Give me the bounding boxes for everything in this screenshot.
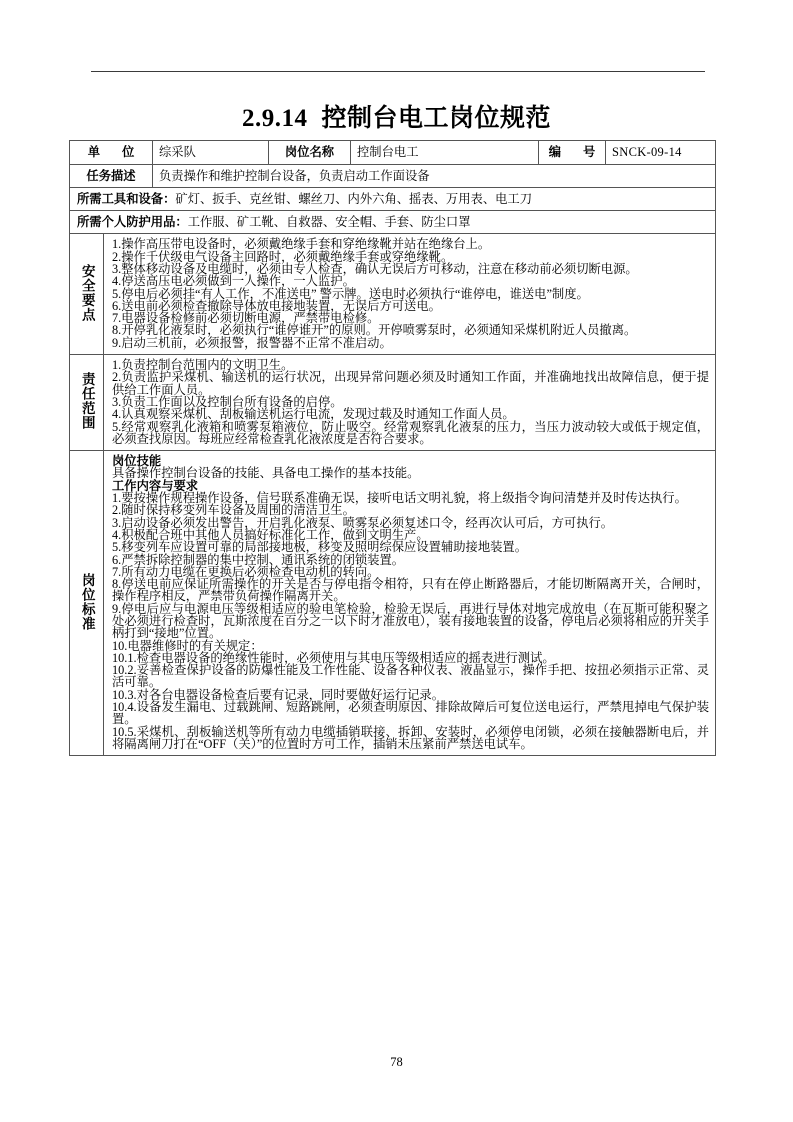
safety-item: 3.整体移动设备及电缆时，必须由专人检查，确认无误后方可移动，注意在移动前必须切断电源。 — [112, 261, 638, 276]
table-row-ppe — [70, 211, 716, 234]
safety-item: 9.启动三机前，必须报警，报警器不正常不准启动。 — [112, 335, 392, 350]
standard-item: 10.电器维修时的有关规定： — [112, 638, 263, 653]
standard-content — [104, 451, 716, 756]
task-label: 任务描述 — [70, 164, 153, 187]
standard-item: 10.3.对各台电器设备检查后要有记录，同时要做好运行记录。 — [112, 687, 445, 702]
safety-item: 5.停电后必须挂“有人工作，不准送电” 警示牌。送电时必须执行“谁停电，谁送电”制度。 — [112, 286, 589, 301]
table-row-duty — [70, 355, 716, 451]
standard-item: 5.移变列车应设置可靠的局部接地极，移变及照明综保应设置辅助接地装置。 — [112, 540, 528, 555]
safety-content — [104, 234, 716, 355]
code-value: SNCK-09-14 — [606, 141, 716, 165]
work-heading: 工作内容与要求 — [112, 478, 199, 493]
table-row-task — [70, 164, 716, 187]
standard-item: 10.5.采煤机、刮板输送机等所有动力电缆插销联接、拆卸、安装时，必须停电闭锁，必须在接触器断电后，并将隔离闸刀打在“OFF（关）”的位置时方可工作，插销未压紧前严禁送电试车。 — [112, 724, 709, 751]
unit-value: 综采队 — [153, 141, 269, 165]
standard-item: 2.随时保持移变列车设备及周围的清洁卫生。 — [112, 503, 355, 518]
safety-item: 7.电器设备检修前必须切断电源，严禁带电检修。 — [112, 311, 380, 326]
header-rule — [91, 71, 705, 72]
unit-label: 单 位 — [70, 141, 153, 165]
table-row-safety — [70, 234, 716, 355]
duty-item: 1.负责控制台范围内的文明卫生。 — [112, 358, 294, 373]
skill-heading: 岗位技能 — [112, 454, 162, 469]
safety-item: 8.开停乳化液泵时，必须执行“谁停谁开”的原则。开停喷雾泵时，必须通知采煤机附近人员撤离。 — [112, 323, 637, 338]
duty-item: 3.负责工作面以及控制台所有设备的启停。 — [112, 394, 343, 409]
duty-label: 责任范围 — [79, 372, 95, 431]
table-row-basic-info — [70, 141, 716, 165]
standard-item: 6.严禁拆除控制器的集中控制、通讯系统的闭锁装置。 — [112, 552, 405, 567]
duty-item: 5.经常观察乳化液箱和喷雾泵箱液位，防止吸空。经常观察乳化液泵的压力，当压力波动较大或低于规定值，必须查找原因。每班应经常检查乳化液浓度是否符合要求。 — [112, 419, 709, 446]
ppe-cell — [70, 211, 716, 234]
standard-item: 4.积极配合班中其他人员搞好标准化工作，做到文明生产。 — [112, 527, 429, 542]
code-label: 编 号 — [539, 141, 606, 165]
standard-item: 10.4.设备发生漏电、过载跳闸、短路跳闸，必须查明原因、排除故障后可复位送电运行，严禁甩掉电气保护装置。 — [112, 700, 709, 727]
safety-item: 1.操作高压带电设备时，必须戴绝缘手套和穿绝缘靴并站在绝缘台上。 — [112, 237, 491, 252]
standard-label: 岗位标准 — [79, 573, 95, 632]
safety-item: 2.操作千伏级电气设备主回路时，必须戴绝缘手套或穿绝缘靴。 — [112, 249, 454, 264]
table-row-tools — [70, 187, 716, 210]
safety-item: 6.送电前必须检查撤除导体放电接地装置，无误后方可送电。 — [112, 298, 441, 313]
standard-item: 10.2.妥善检查保护设备的防爆性能及工作性能、设备各种仪表、液晶显示，操作手把、按扭必须指示正常、灵活可靠。 — [112, 663, 709, 690]
standard-label-cell — [70, 451, 104, 756]
standard-item: 8.停送电前应保证所需操作的开关是否与停电指令相符，只有在停止断路器后，才能切断隔离开关，合闸时，操作程序相反，严禁带负荷操作隔离开关。 — [112, 577, 709, 604]
standard-item: 9.停电后应与电源电压等级相适应的验电笔检验，检验无误后，再进行导体对地完成放电（在瓦斯可能积聚之处必须进行检查时，瓦斯浓度在百分之一以下时才准放电），装有接地装置的设备，停电后必须将相应的开关手柄打到“接地”位置。 — [112, 601, 709, 641]
duty-item: 4.认真观察采煤机、刮板输送机运行电流，发现过载及时通知工作面人员。 — [112, 407, 515, 422]
page-number: 78 — [390, 1055, 403, 1069]
ppe-label: 所需个人防护用品： — [77, 215, 188, 230]
safety-label: 安全要点 — [79, 264, 95, 323]
tools-label: 所需工具和设备： — [77, 191, 176, 206]
job-specification-table — [69, 140, 716, 756]
standard-item: 10.1.检查电器设备的绝缘性能时，必须使用与其电压等级相适应的摇表进行测试。 — [112, 650, 555, 665]
title-text: 控制台电工岗位规范 — [321, 105, 551, 132]
table-row-standard — [70, 451, 716, 756]
safety-item: 4.停送高压电必须做到一人操作，一人监护。 — [112, 274, 355, 289]
title-number: 2.9.14 — [241, 105, 308, 132]
tools-value: 矿灯、扳手、克丝钳、螺丝刀、内外六角、摇表、万用表、电工刀 — [175, 191, 533, 206]
task-value: 负责操作和维护控制台设备，负责启动工作面设备 — [153, 164, 716, 187]
tools-cell — [70, 187, 716, 210]
post-name-value: 控制台电工 — [351, 141, 539, 165]
safety-label-cell — [70, 234, 104, 355]
standard-item: 1.要按操作规程操作设备，信号联系准确无误，接听电话文明礼貌，将上级指令询问清楚并及时传达执行。 — [112, 491, 687, 506]
ppe-value: 工作服、矿工靴、自救器、安全帽、手套、防尘口罩 — [187, 215, 471, 230]
duty-item: 2.负责监护采煤机、输送机的运行状况，出现异常问题必须及时通知工作面，并准确地找出故障信息，便于提供给工作面人员。 — [112, 370, 709, 397]
duty-content — [104, 355, 716, 451]
duty-label-cell — [70, 355, 104, 451]
page-title — [0, 98, 793, 134]
standard-item: 7.所有动力电缆在更换后必须检查电动机的转向。 — [112, 564, 380, 579]
post-name-label: 岗位名称 — [269, 141, 351, 165]
skill-text: 具备操作控制台设备的技能、具备电工操作的基本技能。 — [112, 466, 420, 481]
standard-item: 3.启动设备必须发出警告，开启乳化液泵、喷雾泵必须复述口令，经再次认可后，方可执行。 — [112, 515, 614, 530]
